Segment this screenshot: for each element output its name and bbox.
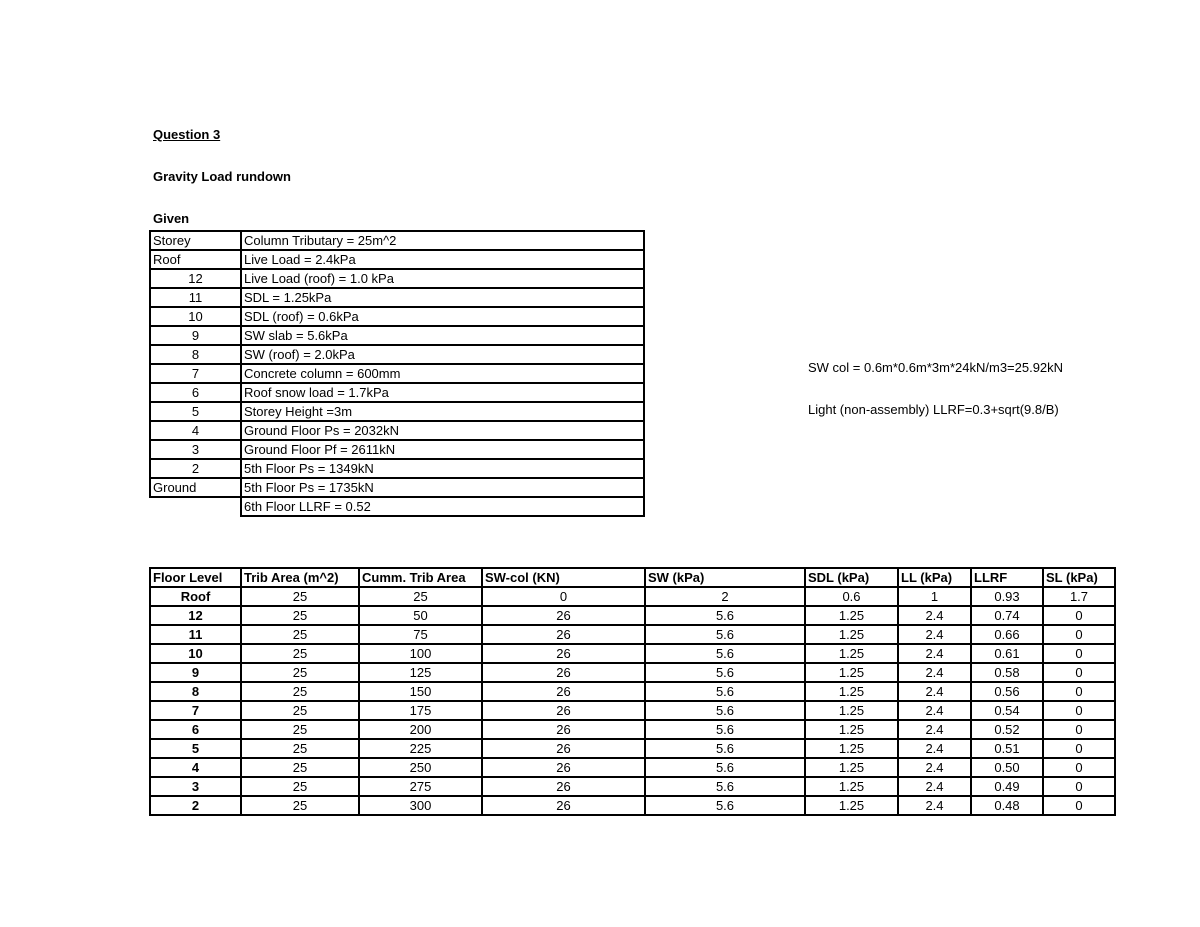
- table-cell: 25: [241, 682, 359, 701]
- table-cell: 0.54: [971, 701, 1043, 720]
- table-cell: 50: [359, 606, 482, 625]
- table-cell: 1.25: [805, 606, 898, 625]
- table-cell: 225: [359, 739, 482, 758]
- given-row: [150, 459, 644, 478]
- parameter-cell: 6th Floor LLRF = 0.52: [241, 497, 644, 516]
- table-cell: 26: [482, 701, 645, 720]
- table-cell: 5.6: [645, 606, 805, 625]
- table-cell: 5.6: [645, 777, 805, 796]
- table-cell: 2: [645, 587, 805, 606]
- storey-cell: Ground: [150, 478, 241, 497]
- parameter-cell: 5th Floor Ps = 1735kN: [241, 478, 644, 497]
- storey-cell: Roof: [150, 250, 241, 269]
- table-cell: 300: [359, 796, 482, 815]
- table-row: [150, 777, 1115, 796]
- table-cell: 2.4: [898, 739, 971, 758]
- table-row: [150, 758, 1115, 777]
- table-cell: 26: [482, 796, 645, 815]
- table-cell: 1.25: [805, 777, 898, 796]
- table-cell: 0.58: [971, 663, 1043, 682]
- given-label: Given: [153, 211, 190, 226]
- table-cell: 26: [482, 739, 645, 758]
- table-cell: 125: [359, 663, 482, 682]
- given-row: [150, 345, 644, 364]
- given-row: [150, 269, 644, 288]
- parameter-cell: Roof snow load = 1.7kPa: [241, 383, 644, 402]
- table-row: [150, 796, 1115, 815]
- column-header: LL (kPa): [898, 568, 971, 587]
- table-row: [150, 587, 1115, 606]
- table-row: [150, 606, 1115, 625]
- column-header: SW-col (KN): [482, 568, 645, 587]
- parameter-cell: SW slab = 5.6kPa: [241, 326, 644, 345]
- column-header: Trib Area (m^2): [241, 568, 359, 587]
- parameter-cell: Ground Floor Pf = 2611kN: [241, 440, 644, 459]
- page-subtitle: Gravity Load rundown: [153, 169, 291, 184]
- table-cell: 2.4: [898, 701, 971, 720]
- floor-level-cell: 3: [150, 777, 241, 796]
- table-cell: 0.48: [971, 796, 1043, 815]
- page-title: Question 3: [153, 127, 221, 142]
- storey-cell: 7: [150, 364, 241, 383]
- table-cell: 0: [1043, 701, 1115, 720]
- table-cell: 100: [359, 644, 482, 663]
- table-row: [150, 701, 1115, 720]
- storey-cell: 9: [150, 326, 241, 345]
- table-cell: 2.4: [898, 625, 971, 644]
- table-cell: 25: [241, 796, 359, 815]
- table-cell: 5.6: [645, 682, 805, 701]
- table-cell: 2.4: [898, 720, 971, 739]
- given-table: [149, 230, 645, 517]
- column-header: LLRF: [971, 568, 1043, 587]
- parameter-cell: Live Load (roof) = 1.0 kPa: [241, 269, 644, 288]
- parameter-cell: Ground Floor Ps = 2032kN: [241, 421, 644, 440]
- table-cell: 25: [359, 587, 482, 606]
- parameter-cell: Live Load = 2.4kPa: [241, 250, 644, 269]
- storey-cell: [150, 497, 241, 516]
- table-cell: 150: [359, 682, 482, 701]
- table-cell: 5.6: [645, 758, 805, 777]
- given-row: [150, 402, 644, 421]
- table-cell: 0.50: [971, 758, 1043, 777]
- table-row: [150, 663, 1115, 682]
- column-header: SDL (kPa): [805, 568, 898, 587]
- table-cell: 1.25: [805, 701, 898, 720]
- table-cell: 26: [482, 758, 645, 777]
- floor-level-cell: 12: [150, 606, 241, 625]
- table-cell: 25: [241, 625, 359, 644]
- table-cell: 0: [1043, 663, 1115, 682]
- parameter-cell: Column Tributary = 25m^2: [241, 231, 644, 250]
- table-cell: 5.6: [645, 739, 805, 758]
- table-cell: 0.56: [971, 682, 1043, 701]
- storey-cell: 10: [150, 307, 241, 326]
- table-cell: 2.4: [898, 796, 971, 815]
- table-row: [150, 625, 1115, 644]
- given-row: [150, 478, 644, 497]
- storey-cell: Storey: [150, 231, 241, 250]
- storey-cell: 6: [150, 383, 241, 402]
- given-row: [150, 364, 644, 383]
- table-cell: 1.25: [805, 796, 898, 815]
- table-cell: 2.4: [898, 758, 971, 777]
- table-cell: 200: [359, 720, 482, 739]
- table-cell: 0.74: [971, 606, 1043, 625]
- table-cell: 25: [241, 587, 359, 606]
- table-cell: 2.4: [898, 663, 971, 682]
- column-header: Floor Level: [150, 568, 241, 587]
- table-cell: 1.25: [805, 739, 898, 758]
- table-cell: 5.6: [645, 701, 805, 720]
- table-cell: 0: [1043, 758, 1115, 777]
- table-row: [150, 682, 1115, 701]
- table-cell: 25: [241, 663, 359, 682]
- parameter-cell: SDL (roof) = 0.6kPa: [241, 307, 644, 326]
- table-row: [150, 644, 1115, 663]
- column-header: SW (kPa): [645, 568, 805, 587]
- table-cell: 5.6: [645, 625, 805, 644]
- table-cell: 26: [482, 644, 645, 663]
- table-cell: 5.6: [645, 796, 805, 815]
- table-row: [150, 739, 1115, 758]
- floor-level-cell: 6: [150, 720, 241, 739]
- table-cell: 75: [359, 625, 482, 644]
- table-cell: 25: [241, 606, 359, 625]
- llrf-note: Light (non-assembly) LLRF=0.3+sqrt(9.8/B): [808, 402, 1059, 417]
- table-cell: 0.52: [971, 720, 1043, 739]
- table-cell: 0: [1043, 606, 1115, 625]
- floor-level-cell: Roof: [150, 587, 241, 606]
- table-cell: 26: [482, 777, 645, 796]
- given-row: [150, 326, 644, 345]
- table-header-row: [150, 568, 1115, 587]
- parameter-cell: Concrete column = 600mm: [241, 364, 644, 383]
- table-cell: 2.4: [898, 644, 971, 663]
- given-row: [150, 421, 644, 440]
- table-cell: 1.7: [1043, 587, 1115, 606]
- column-header: Cumm. Trib Area: [359, 568, 482, 587]
- table-cell: 0: [1043, 796, 1115, 815]
- load-rundown-table: [149, 567, 1116, 816]
- table-cell: 0.49: [971, 777, 1043, 796]
- table-cell: 1.25: [805, 625, 898, 644]
- table-cell: 5.6: [645, 644, 805, 663]
- floor-level-cell: 11: [150, 625, 241, 644]
- table-cell: 26: [482, 720, 645, 739]
- table-cell: 0.6: [805, 587, 898, 606]
- floor-level-cell: 7: [150, 701, 241, 720]
- table-cell: 2.4: [898, 606, 971, 625]
- floor-level-cell: 10: [150, 644, 241, 663]
- floor-level-cell: 4: [150, 758, 241, 777]
- given-row: [150, 250, 644, 269]
- table-cell: 0: [1043, 777, 1115, 796]
- table-cell: 5.6: [645, 663, 805, 682]
- table-cell: 0: [1043, 720, 1115, 739]
- table-cell: 1.25: [805, 758, 898, 777]
- parameter-cell: Storey Height =3m: [241, 402, 644, 421]
- parameter-cell: SW (roof) = 2.0kPa: [241, 345, 644, 364]
- floor-level-cell: 5: [150, 739, 241, 758]
- floor-level-cell: 8: [150, 682, 241, 701]
- storey-cell: 12: [150, 269, 241, 288]
- table-cell: 1.25: [805, 663, 898, 682]
- table-cell: 250: [359, 758, 482, 777]
- table-cell: 26: [482, 663, 645, 682]
- table-cell: 26: [482, 606, 645, 625]
- floor-level-cell: 9: [150, 663, 241, 682]
- storey-cell: 4: [150, 421, 241, 440]
- storey-cell: 11: [150, 288, 241, 307]
- table-cell: 26: [482, 682, 645, 701]
- table-cell: 1: [898, 587, 971, 606]
- column-header: SL (kPa): [1043, 568, 1115, 587]
- sw-col-note: SW col = 0.6m*0.6m*3m*24kN/m3=25.92kN: [808, 360, 1064, 375]
- table-cell: 0.66: [971, 625, 1043, 644]
- given-row: [150, 383, 644, 402]
- table-row: [150, 720, 1115, 739]
- table-cell: 1.25: [805, 682, 898, 701]
- table-cell: 25: [241, 777, 359, 796]
- table-cell: 26: [482, 625, 645, 644]
- table-cell: 0: [1043, 739, 1115, 758]
- table-cell: 25: [241, 644, 359, 663]
- table-cell: 0: [482, 587, 645, 606]
- table-cell: 275: [359, 777, 482, 796]
- table-cell: 0: [1043, 644, 1115, 663]
- table-cell: 2.4: [898, 777, 971, 796]
- given-row: [150, 231, 644, 250]
- table-cell: 25: [241, 758, 359, 777]
- given-row: [150, 307, 644, 326]
- table-cell: 1.25: [805, 644, 898, 663]
- given-row: [150, 440, 644, 459]
- storey-cell: 3: [150, 440, 241, 459]
- storey-cell: 5: [150, 402, 241, 421]
- table-cell: 25: [241, 701, 359, 720]
- given-row: [150, 288, 644, 307]
- table-cell: 1.25: [805, 720, 898, 739]
- parameter-cell: 5th Floor Ps = 1349kN: [241, 459, 644, 478]
- table-cell: 175: [359, 701, 482, 720]
- storey-cell: 8: [150, 345, 241, 364]
- floor-level-cell: 2: [150, 796, 241, 815]
- storey-cell: 2: [150, 459, 241, 478]
- table-cell: 0: [1043, 625, 1115, 644]
- table-cell: 0.93: [971, 587, 1043, 606]
- table-cell: 0.51: [971, 739, 1043, 758]
- table-cell: 2.4: [898, 682, 971, 701]
- table-cell: 5.6: [645, 720, 805, 739]
- table-cell: 25: [241, 739, 359, 758]
- parameter-cell: SDL = 1.25kPa: [241, 288, 644, 307]
- table-cell: 0: [1043, 682, 1115, 701]
- table-cell: 25: [241, 720, 359, 739]
- given-row: [150, 497, 644, 516]
- table-cell: 0.61: [971, 644, 1043, 663]
